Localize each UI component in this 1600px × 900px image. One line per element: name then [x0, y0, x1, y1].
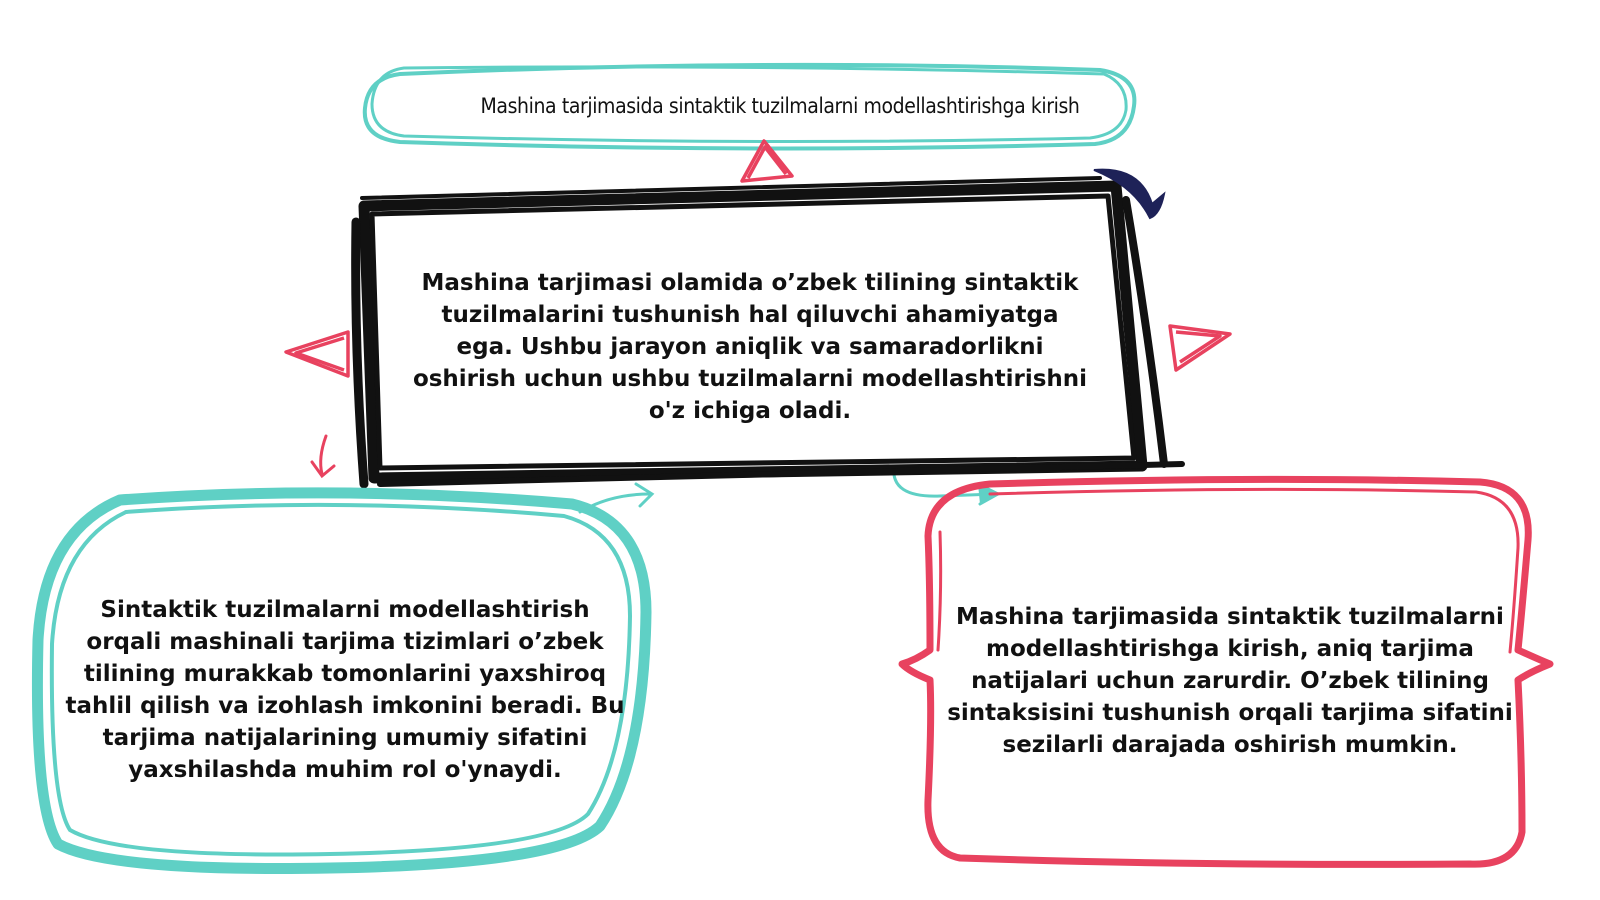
title-node-text: Mashina tarjimasida sintaktik tuzilmalarni modellashtirishga kirish: [480, 94, 1080, 118]
left-node-text: Sintaktik tuzilmalarni modellashtirish orqali mashinali tarjima tizimlari o’zbek tilining murakkab tomonlarini yaxshiroq tahlil qilish va izohlash imkonini beradi. Bu tarjima natijalarining umumiy sifatini yaxshilashda muhim rol o'ynaydi.: [65, 597, 625, 783]
right-node-text: Mashina tarjimasida sintaktik tuzilmalarni modellashtirishga kirish, aniq tarjima natijalari uchun zarurdir. O’zbek tilining sintaksisini tushunish orqali tarjima sifatini sezilarli darajada oshirish mumkin.: [947, 604, 1513, 758]
triangle-right-icon: [1170, 326, 1230, 370]
triangle-left-icon: [286, 332, 348, 376]
center-node-text: Mashina tarjimasi olamida o’zbek tilining sintaktik tuzilmalarini tushunish hal qiluvchi ahamiyatga ega. Ushbu jarayon aniqlik va samaradorlikni oshirish uchun ushbu tuzilmalarni modellashtirishni o'z ichiga oladi.: [412, 270, 1088, 424]
arrow-down-icon: [312, 436, 334, 476]
